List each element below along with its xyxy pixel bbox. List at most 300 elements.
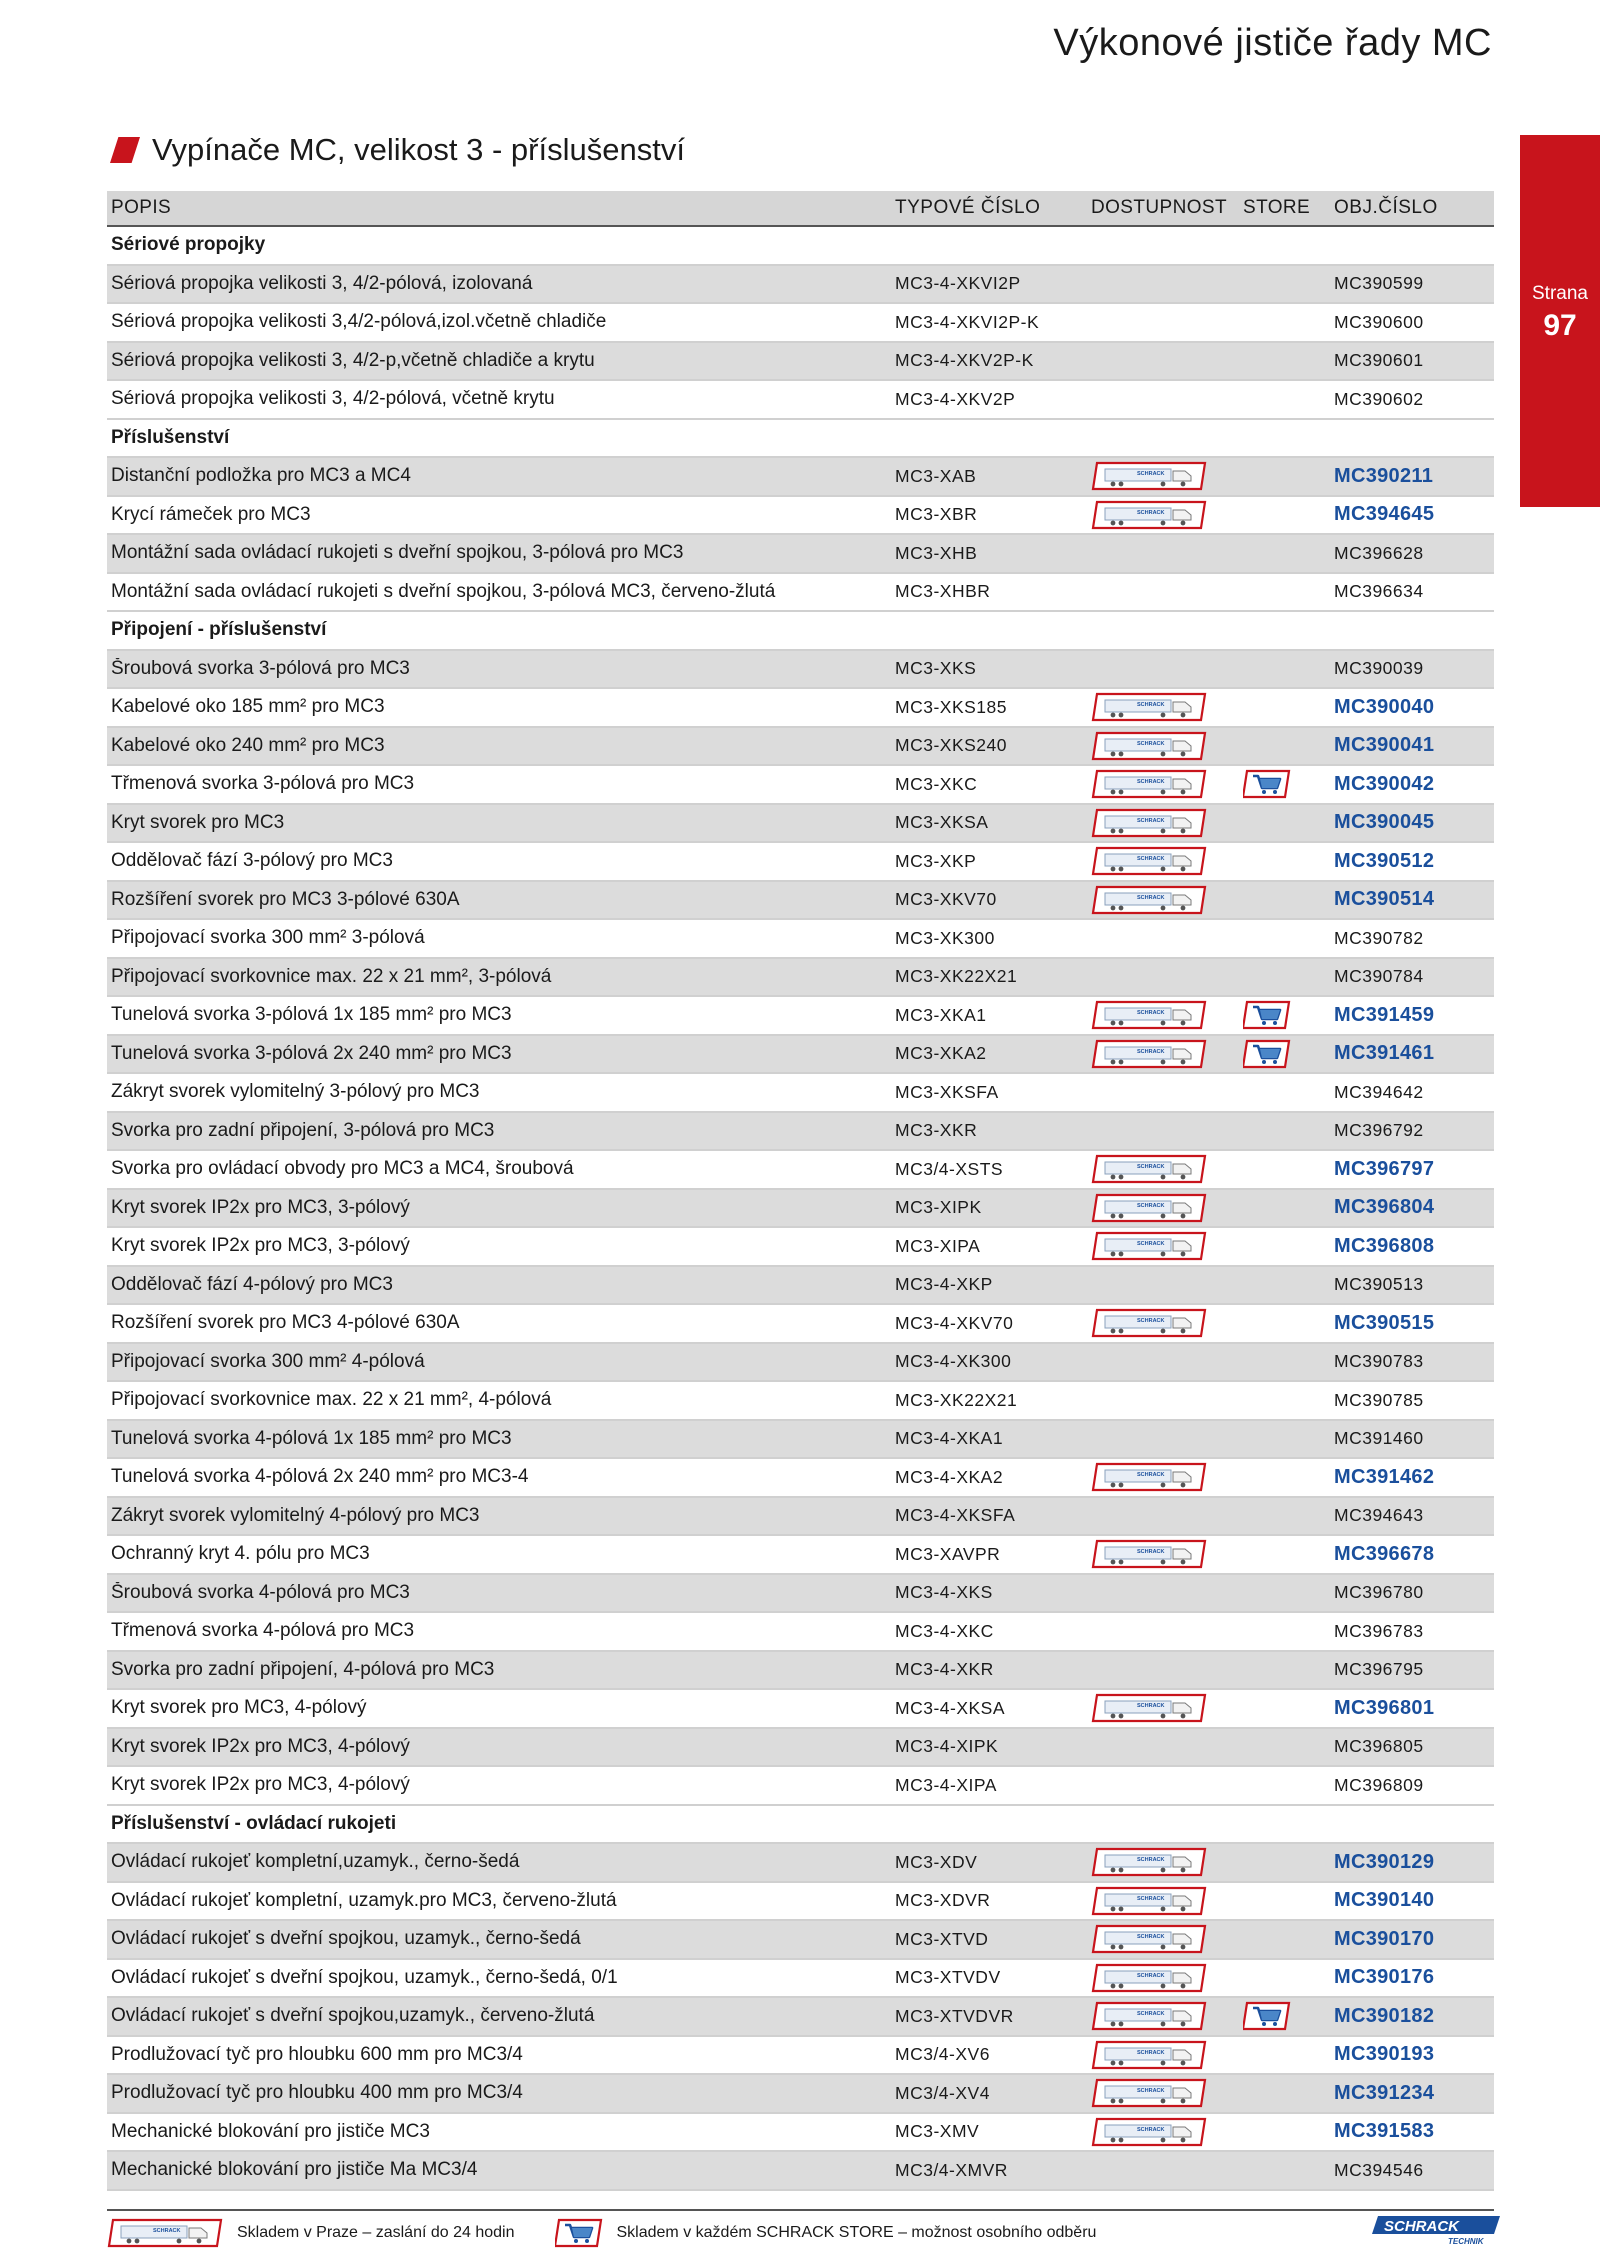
cell-description: Montážní sada ovládací rukojeti s dveřní spojkou, 3-pólová pro MC3 <box>111 542 684 564</box>
cell-description: Ovládací rukojeť s dveřní spojkou, uzamyk., černo-šedá, 0/1 <box>111 1966 618 1988</box>
cell-type-number: MC3-XAB <box>895 465 977 486</box>
cell-availability <box>1091 769 1243 799</box>
cell-order-number: MC390176 <box>1334 1966 1435 1989</box>
group-heading <box>107 227 1494 266</box>
cell-type-number: MC3-XKP <box>895 850 977 871</box>
cell-description: Kabelové oko 185 mm² pro MC3 <box>111 696 385 718</box>
table-row <box>107 1536 1494 1575</box>
logo-name: SCHRACK <box>1384 2218 1459 2235</box>
cell-type-number: MC3-4-XKVI2P-K <box>895 311 1040 332</box>
truck-icon <box>1091 885 1207 915</box>
cell-order-number: MC396797 <box>1334 1157 1435 1180</box>
cell-availability <box>1091 461 1243 491</box>
table-row <box>107 959 1494 998</box>
cell-type-number: MC3-XKA1 <box>895 1004 987 1025</box>
cell-order-number: MC390193 <box>1334 2043 1435 2066</box>
svg-text:SCHRACK: SCHRACK <box>1137 1549 1165 1556</box>
cell-order-number: MC394645 <box>1334 503 1435 526</box>
cell-order-number: MC396792 <box>1334 1120 1424 1141</box>
group-heading <box>107 612 1494 651</box>
table-row <box>107 1036 1494 1075</box>
cell-order-number: MC390513 <box>1334 1274 1424 1295</box>
legend-truck-text: Skladem v Praze – zaslání do 24 hodin <box>237 2224 515 2241</box>
svg-text:SCHRACK: SCHRACK <box>1137 2088 1165 2095</box>
legend-store-text: Skladem v každém SCHRACK STORE – možnost osobního odběru <box>616 2224 1097 2241</box>
cell-type-number: MC3-XK300 <box>895 927 995 948</box>
svg-text:SCHRACK: SCHRACK <box>1137 817 1165 824</box>
svg-text:SCHRACK: SCHRACK <box>1137 1934 1165 1941</box>
table-row <box>107 1575 1494 1614</box>
cell-store <box>1243 1039 1334 1069</box>
table-row <box>107 1844 1494 1883</box>
cell-availability <box>1091 1000 1243 1030</box>
truck-icon <box>1091 1847 1207 1877</box>
svg-text:SCHRACK: SCHRACK <box>153 2228 181 2234</box>
table-row <box>107 1267 1494 1306</box>
cart-icon <box>1243 1000 1291 1030</box>
truck-icon <box>1091 1039 1207 1069</box>
truck-icon <box>1091 500 1207 530</box>
cell-type-number: MC3/4-XMVR <box>895 2159 1008 2180</box>
cell-type-number: MC3-4-XKP <box>895 1274 993 1295</box>
truck-icon <box>1091 1963 1207 1993</box>
svg-text:SCHRACK: SCHRACK <box>1137 1164 1165 1171</box>
svg-text:SCHRACK: SCHRACK <box>1137 1857 1165 1864</box>
cell-description: Zákryt svorek vylomitelný 3-pólový pro MC3 <box>111 1081 480 1103</box>
cell-description: Tunelová svorka 4-pólová 1x 185 mm² pro MC3 <box>111 1427 512 1449</box>
accessories-table <box>107 191 1494 2191</box>
table-row <box>107 1652 1494 1691</box>
cell-order-number: MC396795 <box>1334 1659 1424 1680</box>
cell-order-number: MC396809 <box>1334 1774 1424 1795</box>
table-row <box>107 2114 1494 2153</box>
table-row <box>107 1228 1494 1267</box>
cell-type-number: MC3-4-XIPA <box>895 1774 997 1795</box>
cell-description: Mechanické blokování pro jističe MC3 <box>111 2120 430 2142</box>
logo-sub: TECHNIK <box>1448 2237 1484 2246</box>
truck-icon <box>1091 1000 1207 1030</box>
cell-type-number: MC3/4-XV6 <box>895 2044 990 2065</box>
table-row <box>107 1498 1494 1537</box>
table-row <box>107 574 1494 613</box>
table-row <box>107 1921 1494 1960</box>
svg-text:SCHRACK: SCHRACK <box>1137 2049 1165 2056</box>
cell-description: Krycí rámeček pro MC3 <box>111 503 311 525</box>
cell-description: Oddělovač fází 4-pólový pro MC3 <box>111 1273 393 1295</box>
cell-description: Připojovací svorkovnice max. 22 x 21 mm², 3-pólová <box>111 965 552 987</box>
cell-type-number: MC3-4-XKSFA <box>895 1505 1016 1526</box>
group-heading <box>107 1806 1494 1845</box>
cell-order-number: MC390170 <box>1334 1927 1435 1950</box>
table-row <box>107 1613 1494 1652</box>
table-row <box>107 304 1494 343</box>
table-row <box>107 1767 1494 1806</box>
cell-description: Kryt svorek IP2x pro MC3, 3-pólový <box>111 1196 410 1218</box>
cell-order-number: MC390783 <box>1334 1351 1424 1372</box>
cell-order-number: MC390045 <box>1334 811 1435 834</box>
cell-description: Svorka pro ovládací obvody pro MC3 a MC4, šroubová <box>111 1158 574 1180</box>
cell-availability <box>1091 731 1243 761</box>
cell-description: Oddělovač fází 3-pólový pro MC3 <box>111 850 393 872</box>
svg-text:SCHRACK: SCHRACK <box>1137 2126 1165 2133</box>
cell-description: Třmenová svorka 3-pólová pro MC3 <box>111 773 415 795</box>
table-header <box>107 191 1494 227</box>
section-title <box>110 132 685 168</box>
truck-icon <box>1091 1886 1207 1916</box>
table-row <box>107 689 1494 728</box>
cell-type-number: MC3-XKR <box>895 1120 978 1141</box>
cell-type-number: MC3-XTVD <box>895 1928 989 1949</box>
cell-order-number: MC390182 <box>1334 2004 1435 2027</box>
cell-description: Sériová propojka velikosti 3, 4/2-pólová, izolovaná <box>111 272 533 294</box>
truck-icon <box>1091 2040 1207 2070</box>
cell-availability <box>1091 808 1243 838</box>
cell-order-number: MC396780 <box>1334 1582 1424 1603</box>
cell-type-number: MC3-XDVR <box>895 1890 991 1911</box>
cell-type-number: MC3-XIPK <box>895 1197 982 1218</box>
cell-description: Šroubová svorka 3-pólová pro MC3 <box>111 657 410 679</box>
cell-availability <box>1091 885 1243 915</box>
svg-text:SCHRACK: SCHRACK <box>1137 1472 1165 1479</box>
table-row <box>107 1344 1494 1383</box>
cart-icon <box>1243 2001 1291 2031</box>
cell-availability <box>1091 500 1243 530</box>
svg-text:SCHRACK: SCHRACK <box>1137 471 1165 478</box>
cell-type-number: MC3-4-XKSA <box>895 1697 1006 1718</box>
group-heading-label: Příslušenství <box>111 426 230 448</box>
cell-type-number: MC3-4-XK300 <box>895 1351 1012 1372</box>
truck-icon <box>1091 1193 1207 1223</box>
cell-type-number: MC3-XK22X21 <box>895 966 1018 987</box>
cell-type-number: MC3-XKS185 <box>895 696 1007 717</box>
svg-text:SCHRACK: SCHRACK <box>1137 856 1165 863</box>
section-marker-icon <box>110 137 140 163</box>
truck-icon <box>1091 692 1207 722</box>
table-row <box>107 1113 1494 1152</box>
cell-order-number: MC396628 <box>1334 542 1424 563</box>
cell-description: Tunelová svorka 4-pólová 2x 240 mm² pro MC3-4 <box>111 1466 529 1488</box>
table-row <box>107 2075 1494 2114</box>
table-row <box>107 1883 1494 1922</box>
cell-availability <box>1091 1886 1243 1916</box>
cell-order-number: MC390602 <box>1334 388 1424 409</box>
cart-icon <box>555 2218 603 2248</box>
cell-store <box>1243 1000 1334 1030</box>
cell-order-number: MC396783 <box>1334 1620 1424 1641</box>
cell-type-number: MC3-XKA2 <box>895 1043 987 1064</box>
truck-icon <box>1091 731 1207 761</box>
svg-text:SCHRACK: SCHRACK <box>1137 894 1165 901</box>
table-row <box>107 535 1494 574</box>
table-row <box>107 381 1494 420</box>
cell-description: Ochranný kryt 4. pólu pro MC3 <box>111 1543 370 1565</box>
cell-type-number: MC3-4-XKA1 <box>895 1428 1004 1449</box>
cell-description: Prodlužovací tyč pro hloubku 600 mm pro MC3/4 <box>111 2043 523 2065</box>
cell-availability <box>1091 1154 1243 1184</box>
cell-order-number: MC394642 <box>1334 1081 1424 1102</box>
cell-description: Sériová propojka velikosti 3, 4/2-pólová, včetně krytu <box>111 388 555 410</box>
cell-order-number: MC390515 <box>1334 1311 1435 1334</box>
cell-order-number: MC391234 <box>1334 2081 1435 2104</box>
truck-icon <box>1091 808 1207 838</box>
cell-type-number: MC3-4-XKV70 <box>895 1312 1014 1333</box>
cell-availability <box>1091 2078 1243 2108</box>
svg-text:SCHRACK: SCHRACK <box>1137 779 1165 786</box>
cell-type-number: MC3-4-XKC <box>895 1620 994 1641</box>
truck-icon <box>1091 1462 1207 1492</box>
cell-type-number: MC3-XAVPR <box>895 1543 1001 1564</box>
cell-type-number: MC3-XKS <box>895 658 977 679</box>
truck-icon <box>1091 846 1207 876</box>
cell-description: Tunelová svorka 3-pólová 2x 240 mm² pro MC3 <box>111 1042 512 1064</box>
svg-text:SCHRACK: SCHRACK <box>1137 1318 1165 1325</box>
cell-description: Kryt svorek IP2x pro MC3, 4-pólový <box>111 1774 410 1796</box>
cell-order-number: MC391583 <box>1334 2120 1435 2143</box>
cell-availability <box>1091 2117 1243 2147</box>
cell-type-number: MC3-XTVDV <box>895 1967 1001 1988</box>
table-row <box>107 1305 1494 1344</box>
cell-order-number: MC391461 <box>1334 1042 1435 1065</box>
svg-text:SCHRACK: SCHRACK <box>1137 509 1165 516</box>
cell-order-number: MC390601 <box>1334 350 1424 371</box>
truck-icon <box>1091 1231 1207 1261</box>
section-title-text: Vypínače MC, velikost 3 - příslušenství <box>152 132 685 167</box>
cell-description: Distanční podložka pro MC3 a MC4 <box>111 465 411 487</box>
truck-icon <box>1091 2078 1207 2108</box>
cell-availability <box>1091 1231 1243 1261</box>
cell-availability <box>1091 1963 1243 1993</box>
cell-description: Kryt svorek pro MC3, 4-pólový <box>111 1697 367 1719</box>
cell-description: Ovládací rukojeť kompletní, uzamyk.pro MC3, červeno-žlutá <box>111 1889 617 1911</box>
group-heading-label: Sériové propojky <box>111 234 266 256</box>
cell-order-number: MC390782 <box>1334 927 1424 948</box>
truck-icon <box>1091 461 1207 491</box>
cell-availability <box>1091 1924 1243 1954</box>
cell-availability <box>1091 1462 1243 1492</box>
cell-availability <box>1091 1039 1243 1069</box>
page-number: 97 <box>1543 309 1577 342</box>
cell-type-number: MC3-XKS240 <box>895 735 1007 756</box>
cell-description: Kryt svorek IP2x pro MC3, 4-pólový <box>111 1735 410 1757</box>
cell-order-number: MC396804 <box>1334 1196 1435 1219</box>
table-row <box>107 766 1494 805</box>
cell-description: Montážní sada ovládací rukojeti s dveřní spojkou, 3-pólová MC3, červeno-žlutá <box>111 580 776 602</box>
table-row <box>107 1421 1494 1460</box>
cell-type-number: MC3-XHBR <box>895 581 991 602</box>
truck-icon <box>1091 1924 1207 1954</box>
truck-icon <box>1091 769 1207 799</box>
schrack-logo <box>1372 2212 1504 2246</box>
cell-order-number: MC396678 <box>1334 1542 1435 1565</box>
svg-text:SCHRACK: SCHRACK <box>1137 1241 1165 1248</box>
cell-order-number: MC390600 <box>1334 311 1424 332</box>
cell-description: Rozšíření svorek pro MC3 3-pólové 630A <box>111 888 460 910</box>
cell-order-number: MC396808 <box>1334 1234 1435 1257</box>
table-row <box>107 1459 1494 1498</box>
table-row <box>107 843 1494 882</box>
svg-text:SCHRACK: SCHRACK <box>1137 702 1165 709</box>
cell-description: Rozšíření svorek pro MC3 4-pólové 630A <box>111 1312 460 1334</box>
cell-order-number: MC390512 <box>1334 849 1435 872</box>
page-title: Výkonové jističe řady MC <box>1053 22 1492 64</box>
cell-order-number: MC396805 <box>1334 1736 1424 1757</box>
cell-description: Mechanické blokování pro jističe Ma MC3/4 <box>111 2159 478 2181</box>
table-row <box>107 1151 1494 1190</box>
cell-availability <box>1091 2040 1243 2070</box>
group-heading-label: Připojení - příslušenství <box>111 619 327 641</box>
cell-order-number: MC391460 <box>1334 1428 1424 1449</box>
cell-description: Kryt svorek pro MC3 <box>111 811 285 833</box>
cell-description: Ovládací rukojeť s dveřní spojkou,uzamyk., červeno-žlutá <box>111 2005 595 2027</box>
cell-description: Kryt svorek IP2x pro MC3, 3-pólový <box>111 1235 410 1257</box>
cell-type-number: MC3-XBR <box>895 504 978 525</box>
table-row <box>107 458 1494 497</box>
cell-order-number: MC390040 <box>1334 695 1435 718</box>
cell-type-number: MC3-XK22X21 <box>895 1389 1018 1410</box>
cell-availability <box>1091 692 1243 722</box>
page-tab <box>1520 135 1600 507</box>
cell-store <box>1243 769 1334 799</box>
svg-text:SCHRACK: SCHRACK <box>1137 1703 1165 1710</box>
cell-type-number: MC3-4-XKVI2P <box>895 273 1021 294</box>
cell-order-number: MC390039 <box>1334 658 1424 679</box>
cell-type-number: MC3-XHB <box>895 542 978 563</box>
cell-order-number: MC390599 <box>1334 273 1424 294</box>
truck-icon <box>1091 1539 1207 1569</box>
truck-icon <box>1091 1154 1207 1184</box>
table-row <box>107 997 1494 1036</box>
table-row <box>107 497 1494 536</box>
cell-description: Zákryt svorek vylomitelný 4-pólový pro MC3 <box>111 1504 480 1526</box>
truck-icon <box>1091 2117 1207 2147</box>
table-row <box>107 1998 1494 2037</box>
cell-description: Připojovací svorkovnice max. 22 x 21 mm², 4-pólová <box>111 1389 552 1411</box>
cell-store <box>1243 2001 1334 2031</box>
cell-description: Třmenová svorka 4-pólová pro MC3 <box>111 1620 415 1642</box>
table-row <box>107 805 1494 844</box>
cell-type-number: MC3-XKSFA <box>895 1081 999 1102</box>
table-row <box>107 728 1494 767</box>
cell-order-number: MC390784 <box>1334 966 1424 987</box>
cell-type-number: MC3-XDV <box>895 1851 978 1872</box>
table-row <box>107 2037 1494 2076</box>
cell-type-number: MC3-XIPA <box>895 1235 981 1256</box>
cell-type-number: MC3-4-XKA2 <box>895 1466 1004 1487</box>
table-row <box>107 2152 1494 2191</box>
svg-text:SCHRACK: SCHRACK <box>1137 1895 1165 1902</box>
cell-description: Šroubová svorka 4-pólová pro MC3 <box>111 1581 410 1603</box>
cart-icon <box>1243 769 1291 799</box>
cell-description: Připojovací svorka 300 mm² 4-pólová <box>111 1350 425 1372</box>
cell-order-number: MC394546 <box>1334 2159 1424 2180</box>
group-heading-label: Příslušenství - ovládací rukojeti <box>111 1812 397 1834</box>
cell-description: Svorka pro zadní připojení, 3-pólová pro MC3 <box>111 1119 495 1141</box>
cell-description: Ovládací rukojeť kompletní,uzamyk., černo-šedá <box>111 1851 520 1873</box>
cell-description: Kabelové oko 240 mm² pro MC3 <box>111 734 385 756</box>
cell-type-number: MC3-XKC <box>895 773 978 794</box>
cell-order-number: MC394643 <box>1334 1505 1424 1526</box>
cell-description: Prodlužovací tyč pro hloubku 400 mm pro MC3/4 <box>111 2082 523 2104</box>
cell-order-number: MC391459 <box>1334 1003 1435 1026</box>
cell-order-number: MC396801 <box>1334 1696 1435 1719</box>
cell-type-number: MC3-XTVDVR <box>895 2005 1014 2026</box>
table-row <box>107 1729 1494 1768</box>
header-obj: OBJ.ČÍSLO <box>1334 197 1438 218</box>
header-typove: TYPOVÉ ČÍSLO <box>895 197 1041 218</box>
cell-availability <box>1091 1693 1243 1723</box>
table-row <box>107 1190 1494 1229</box>
cell-order-number: MC390514 <box>1334 888 1435 911</box>
table-row <box>107 651 1494 690</box>
table-row <box>107 882 1494 921</box>
svg-text:SCHRACK: SCHRACK <box>1137 1202 1165 1209</box>
cell-availability <box>1091 2001 1243 2031</box>
truck-icon <box>1091 1693 1207 1723</box>
cell-order-number: MC391462 <box>1334 1465 1435 1488</box>
cell-description: Připojovací svorka 300 mm² 3-pólová <box>111 927 425 949</box>
cell-type-number: MC3/4-XSTS <box>895 1158 1004 1179</box>
svg-text:SCHRACK: SCHRACK <box>1137 1972 1165 1979</box>
cell-order-number: MC390140 <box>1334 1889 1435 1912</box>
svg-text:SCHRACK: SCHRACK <box>1137 1010 1165 1017</box>
header-dostupnost: DOSTUPNOST <box>1091 197 1227 218</box>
cell-type-number: MC3-XMV <box>895 2121 980 2142</box>
table-row <box>107 1382 1494 1421</box>
cell-type-number: MC3-4-XKR <box>895 1659 994 1680</box>
header-popis: POPIS <box>111 197 172 218</box>
svg-text:SCHRACK: SCHRACK <box>1137 2011 1165 2018</box>
cell-type-number: MC3/4-XV4 <box>895 2082 990 2103</box>
table-row <box>107 920 1494 959</box>
table-row <box>107 266 1494 305</box>
cell-availability <box>1091 1847 1243 1877</box>
cell-type-number: MC3-4-XIPK <box>895 1736 999 1757</box>
cell-availability <box>1091 846 1243 876</box>
truck-icon <box>1091 1308 1207 1338</box>
cell-order-number: MC390042 <box>1334 772 1435 795</box>
cell-order-number: MC390785 <box>1334 1389 1424 1410</box>
svg-text:SCHRACK: SCHRACK <box>1137 1048 1165 1055</box>
legend-footer <box>107 2209 1494 2255</box>
cell-type-number: MC3-XKV70 <box>895 889 997 910</box>
svg-text:SCHRACK: SCHRACK <box>1137 740 1165 747</box>
header-store: STORE <box>1243 197 1311 218</box>
cell-order-number: MC396634 <box>1334 581 1424 602</box>
cell-availability <box>1091 1539 1243 1569</box>
cell-order-number: MC390041 <box>1334 734 1435 757</box>
cell-description: Ovládací rukojeť s dveřní spojkou, uzamyk., černo-šedá <box>111 1928 581 1950</box>
cell-type-number: MC3-4-XKS <box>895 1582 993 1603</box>
truck-icon <box>107 2218 223 2248</box>
table-row <box>107 1690 1494 1729</box>
table-row <box>107 343 1494 382</box>
group-heading <box>107 420 1494 459</box>
cell-description: Sériová propojka velikosti 3, 4/2-p,včetně chladiče a krytu <box>111 349 595 371</box>
page-tab-label: Strana <box>1532 283 1588 304</box>
cell-description: Tunelová svorka 3-pólová 1x 185 mm² pro MC3 <box>111 1004 512 1026</box>
cell-description: Sériová propojka velikosti 3,4/2-pólová,izol.včetně chladiče <box>111 311 607 333</box>
cell-order-number: MC390129 <box>1334 1850 1435 1873</box>
cell-type-number: MC3-4-XKV2P-K <box>895 350 1034 371</box>
truck-icon <box>1091 2001 1207 2031</box>
cell-description: Svorka pro zadní připojení, 4-pólová pro MC3 <box>111 1658 495 1680</box>
cell-order-number: MC390211 <box>1334 464 1434 487</box>
cell-availability <box>1091 1308 1243 1338</box>
cart-icon <box>1243 1039 1291 1069</box>
cell-type-number: MC3-XKSA <box>895 812 989 833</box>
table-row <box>107 1074 1494 1113</box>
cell-type-number: MC3-4-XKV2P <box>895 388 1016 409</box>
